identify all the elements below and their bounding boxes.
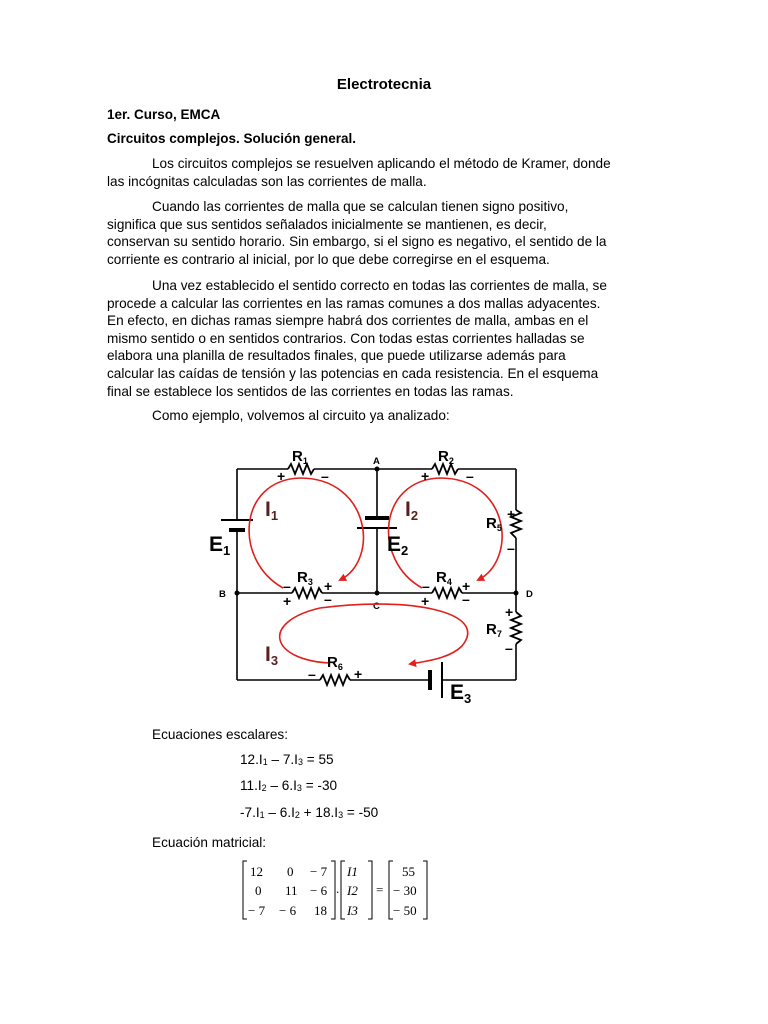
plus-sign: + xyxy=(505,604,514,620)
matrix-cell: − 7 xyxy=(310,864,328,879)
matrix-cell: 0 xyxy=(287,864,294,879)
plus-sign: + xyxy=(354,666,363,682)
plus-sign: + xyxy=(507,506,516,522)
minus-sign: – xyxy=(321,468,329,484)
paragraph-3: Una vez establecido el sentido correcto en todas las corrientes de malla, se procede a calcular las corrientes en las ramas comunes a dos mallas adyacentes. En efecto, en dichas ramas siempre habrá dos corrientes de malla, ambas en el mismo sentido o en sentidos contrarios. Con todas estas corrientes halladas se elabora una planilla de resultados finales, que puede utilizarse además para calcular las caídas de tensión y las potencias en cada resistencia. En el esquema final se establece los sentidos de las corrientes en todas las ramas. xyxy=(107,278,607,399)
minus-sign: – xyxy=(283,578,291,594)
resistor-r5-label: $R_5$ xyxy=(486,515,502,533)
matrix-cell: 12 xyxy=(250,864,263,879)
plus-sign: + xyxy=(462,578,471,594)
bracket-left xyxy=(341,861,345,919)
scalar-heading: Ecuaciones escalares: xyxy=(152,727,289,742)
matrix-cell: 11 xyxy=(285,883,298,898)
paragraph-2: Cuando las corrientes de malla que se calculan tienen signo positivo, significa que sus sentidos señalados inicialmente se mantienen, es decir, conservan su sentido horario. Sin embargo, si el signo es negativo, el sentido de la corriente es contrario al inicial, por lo que debe corregirse en el esquema. xyxy=(107,199,607,267)
node-d-label: D xyxy=(526,589,533,600)
resistor-r2-label: $R_2$ xyxy=(438,448,454,466)
page-title: Electrotecnia xyxy=(336,76,432,93)
source-e2-label: E2 xyxy=(387,533,409,558)
plus-sign: + xyxy=(277,468,286,484)
equation-1: $12.I_1 - 7.I_3 = 55$ xyxy=(240,752,334,767)
unknown-cell: I1 xyxy=(347,864,358,879)
matrix-cell: − 6 xyxy=(310,883,328,898)
source-e3-label: E3 xyxy=(450,681,472,706)
mesh-current-i2-label: I2 xyxy=(405,498,419,523)
node-c-label: C xyxy=(373,601,380,612)
constant-cell: − 30 xyxy=(393,883,417,898)
bracket-right xyxy=(368,861,372,919)
bracket-right xyxy=(423,861,427,919)
plus-sign: + xyxy=(283,593,292,609)
equation-3: $-7.I_1 - 6.I_2 + 18.I_3 = -50$ xyxy=(240,805,379,820)
matrix-cell: − 6 xyxy=(279,903,297,918)
matrix-cell: 0 xyxy=(255,883,262,898)
node-b-label: B xyxy=(219,589,226,600)
minus-sign: – xyxy=(466,468,474,484)
minus-sign: – xyxy=(505,640,513,656)
matrix-heading: Ecuación matricial: xyxy=(152,835,267,850)
resistor-r7-label: $R_7$ xyxy=(486,621,502,639)
constant-cell: − 50 xyxy=(393,903,417,918)
minus-sign: – xyxy=(462,591,470,607)
equation-2: $11.I_2 - 6.I_3 = -30$ xyxy=(240,778,338,793)
resistor-r3-label: $R_3$ xyxy=(297,569,313,587)
equals-sign: = xyxy=(376,882,384,897)
unknown-cell: I3 xyxy=(347,903,358,918)
example-intro: Como ejemplo, volvemos al circuito ya analizado: xyxy=(152,408,450,423)
section-heading: Circuitos complejos. Solución general. xyxy=(107,131,357,146)
paragraph-1: Los circuitos complejos se resuelven aplicando el método de Kramer, donde las incógnitas calculadas son las corrientes de malla. xyxy=(107,156,611,189)
resistor-r1-label: $R_1$ xyxy=(292,448,308,466)
minus-sign: – xyxy=(422,578,430,594)
mesh-current-i1-label: I1 xyxy=(265,498,279,523)
mesh-current-i3-label: I3 xyxy=(265,643,279,668)
resistor-r6-label: $R_6$ xyxy=(327,654,343,672)
plus-sign: + xyxy=(421,468,430,484)
unknown-cell: I2 xyxy=(347,883,358,898)
product-dot: . xyxy=(336,881,340,896)
plus-sign: + xyxy=(421,593,430,609)
minus-sign: – xyxy=(507,540,515,556)
node-a-label: A xyxy=(373,456,380,467)
matrix-cell: − 7 xyxy=(248,903,266,918)
minus-sign: – xyxy=(308,666,316,682)
source-e1-label: E1 xyxy=(209,533,231,558)
bracket-right xyxy=(331,861,335,919)
course-heading: 1er. Curso, EMCA xyxy=(107,107,221,122)
minus-sign: – xyxy=(324,591,332,607)
bracket-left xyxy=(243,861,247,919)
constant-cell: 55 xyxy=(402,864,415,879)
plus-sign: + xyxy=(324,578,333,594)
matrix-cell: 18 xyxy=(314,903,327,918)
resistor-r4-label: $R_4$ xyxy=(436,569,452,587)
